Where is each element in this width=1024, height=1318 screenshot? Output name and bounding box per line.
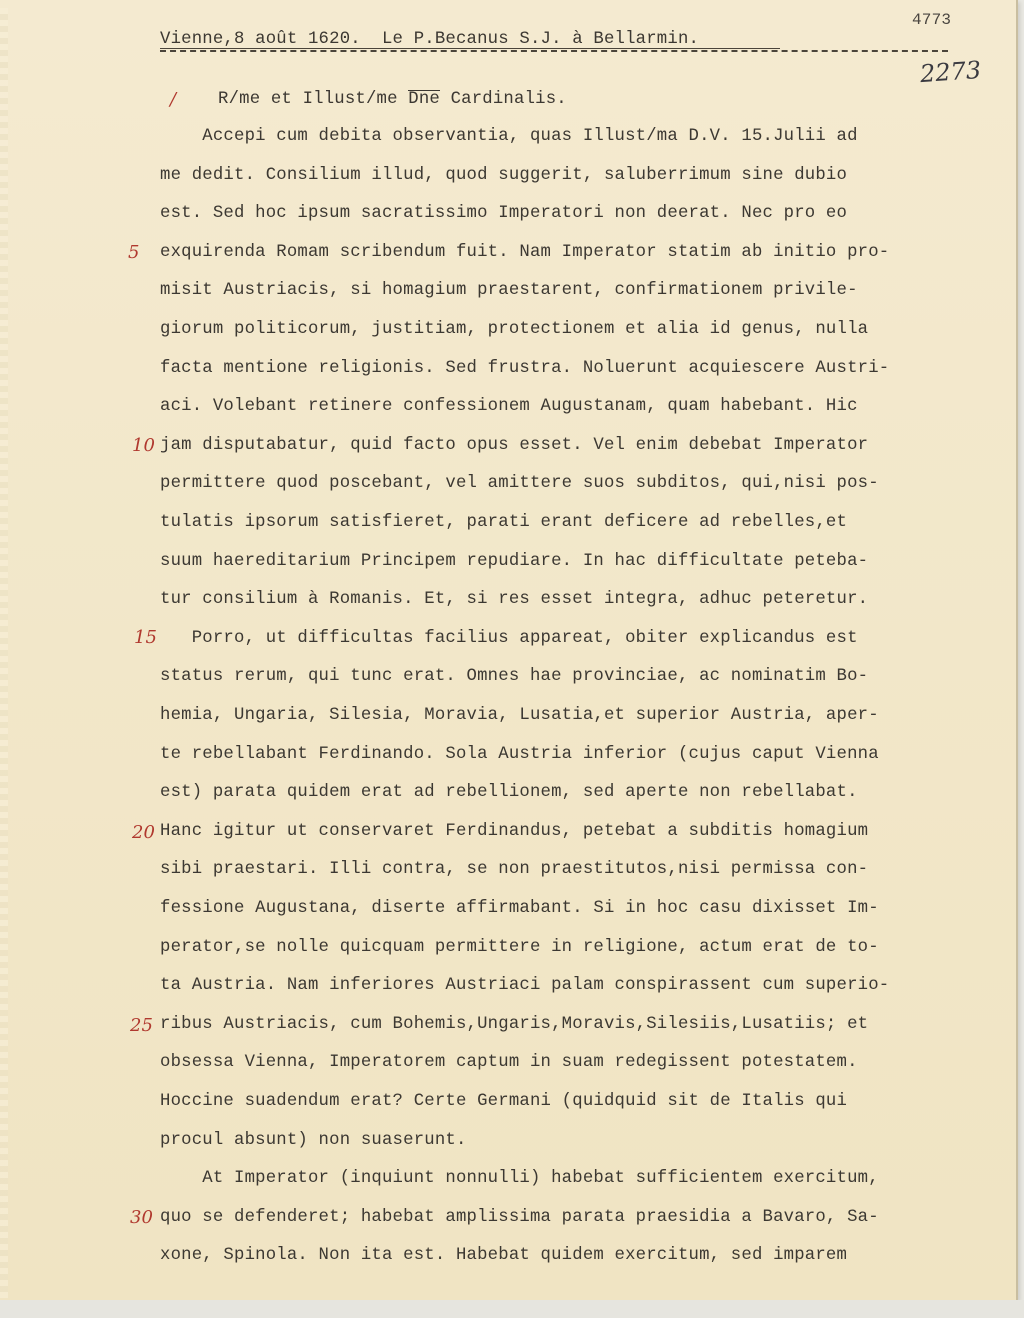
text-line: Accepi cum debita observantia, quas Illust/ma D.V. 15.Julii ad (160, 127, 858, 146)
text-line: misit Austriacis, si homagium praestarent, confirmationem privile- (160, 281, 858, 301)
margin-mark: / (170, 89, 177, 110)
text-line: permittere quod poscebant, vel amittere suos subditos, qui,nisi pos- (160, 474, 879, 494)
text-line: tur consilium à Romanis. Et, si res esset integra, adhuc peteretur. (160, 590, 869, 610)
line-number-20: 20 (132, 822, 155, 843)
text-line: quo se defenderet; habebat amplissima parata praesidia a Bavaro, Sa- (160, 1207, 879, 1227)
header-underline (160, 48, 780, 49)
salutation-prefix: R/me et Illust/me (218, 90, 409, 109)
salutation (218, 90, 567, 110)
page-number: 4773 (912, 11, 952, 29)
text-line: perator,se nolle quicquam permittere in religione, actum erat de to- (160, 937, 879, 957)
text-line: fessione Augustana, diserte affirmabant. Si in hoc casu dixisset Im- (160, 899, 879, 918)
text-line: aci. Volebant retinere confessionem Augustanam, quam habebant. Hic (160, 397, 858, 417)
text-line: At Imperator (inquiunt nonnulli) habebat sufficientem exercitum, (160, 1169, 879, 1189)
line-number-25: 25 (130, 1015, 153, 1036)
text-line: tulatis ipsorum satisfieret, parati erant deficere ad rebelles,et (160, 513, 848, 532)
text-line: est) parata quidem erat ad rebellionem, sed aperte non rebellabat. (160, 783, 858, 803)
salutation-suffix: Cardinalis. (440, 90, 567, 109)
scan-background (0, 1300, 1024, 1318)
letter-header: Vienne,8 août 1620. Le P.Becanus S.J. à Bellarmin. (160, 30, 700, 49)
text-line: xone, Spinola. Non ita est. Habebat quidem exercitum, sed imparem (160, 1246, 848, 1266)
text-line: hemia, Ungaria, Silesia, Moravia, Lusatia,et superior Austria, aper- (160, 706, 879, 725)
text-line: status rerum, qui tunc erat. Omnes hae provinciae, ac nominatim Bo- (160, 667, 869, 687)
text-line: suum haereditarium Principem repudiare. In hac difficultate peteba- (160, 551, 869, 571)
text-line: giorum politicorum, justitiam, protectionem et alia id genus, nulla (160, 320, 869, 339)
text-line: ribus Austriacis, cum Bohemis,Ungaris,Moravis,Silesiis,Lusatiis; et (160, 1014, 869, 1034)
text-line: facta mentione religionis. Sed frustra. Noluerunt acquiescere Austri- (160, 358, 890, 378)
text-line: ta Austria. Nam inferiores Austriaci palam conspirassent cum superio- (160, 976, 890, 996)
page-left-edge (0, 8, 8, 1298)
archive-number: 2273 (919, 55, 982, 89)
text-line: Hoccine suadendum erat? Certe Germani (quidquid sit de Italis qui (160, 1092, 848, 1111)
text-line: te rebellabant Ferdinando. Sola Austria inferior (cujus caput Vienna (160, 744, 879, 764)
salutation-abbrev: Dne (408, 90, 440, 109)
text-line: obsessa Vienna, Imperatorem captum in suam redegissent potestatem. (160, 1053, 858, 1073)
line-number-30: 30 (130, 1207, 153, 1228)
text-line: Porro, ut difficultas facilius appareat, obiter explicandus est (160, 628, 858, 648)
text-line: est. Sed hoc ipsum sacratissimo Imperatori non deerat. Nec pro eo (160, 204, 848, 224)
text-line: Hanc igitur ut conservaret Ferdinandus, petebat a subditis homagium (160, 821, 869, 841)
line-number-15: 15 (134, 627, 157, 648)
text-line: procul absunt) non suaserunt. (160, 1130, 467, 1150)
header-dashed-rule (160, 50, 948, 52)
line-number-5: 5 (128, 242, 140, 263)
text-line: jam disputabatur, quid facto opus esset. Vel enim debebat Imperator (160, 435, 869, 455)
line-number-10: 10 (132, 435, 155, 456)
text-line: exquirenda Romam scribendum fuit. Nam Imperator statim ab initio pro- (160, 242, 890, 262)
text-line: sibi praestari. Illi contra, se non praestitutos,nisi permissa con- (160, 860, 869, 880)
text-line: me dedit. Consilium illud, quod suggerit, saluberrimum sine dubio (160, 165, 848, 185)
